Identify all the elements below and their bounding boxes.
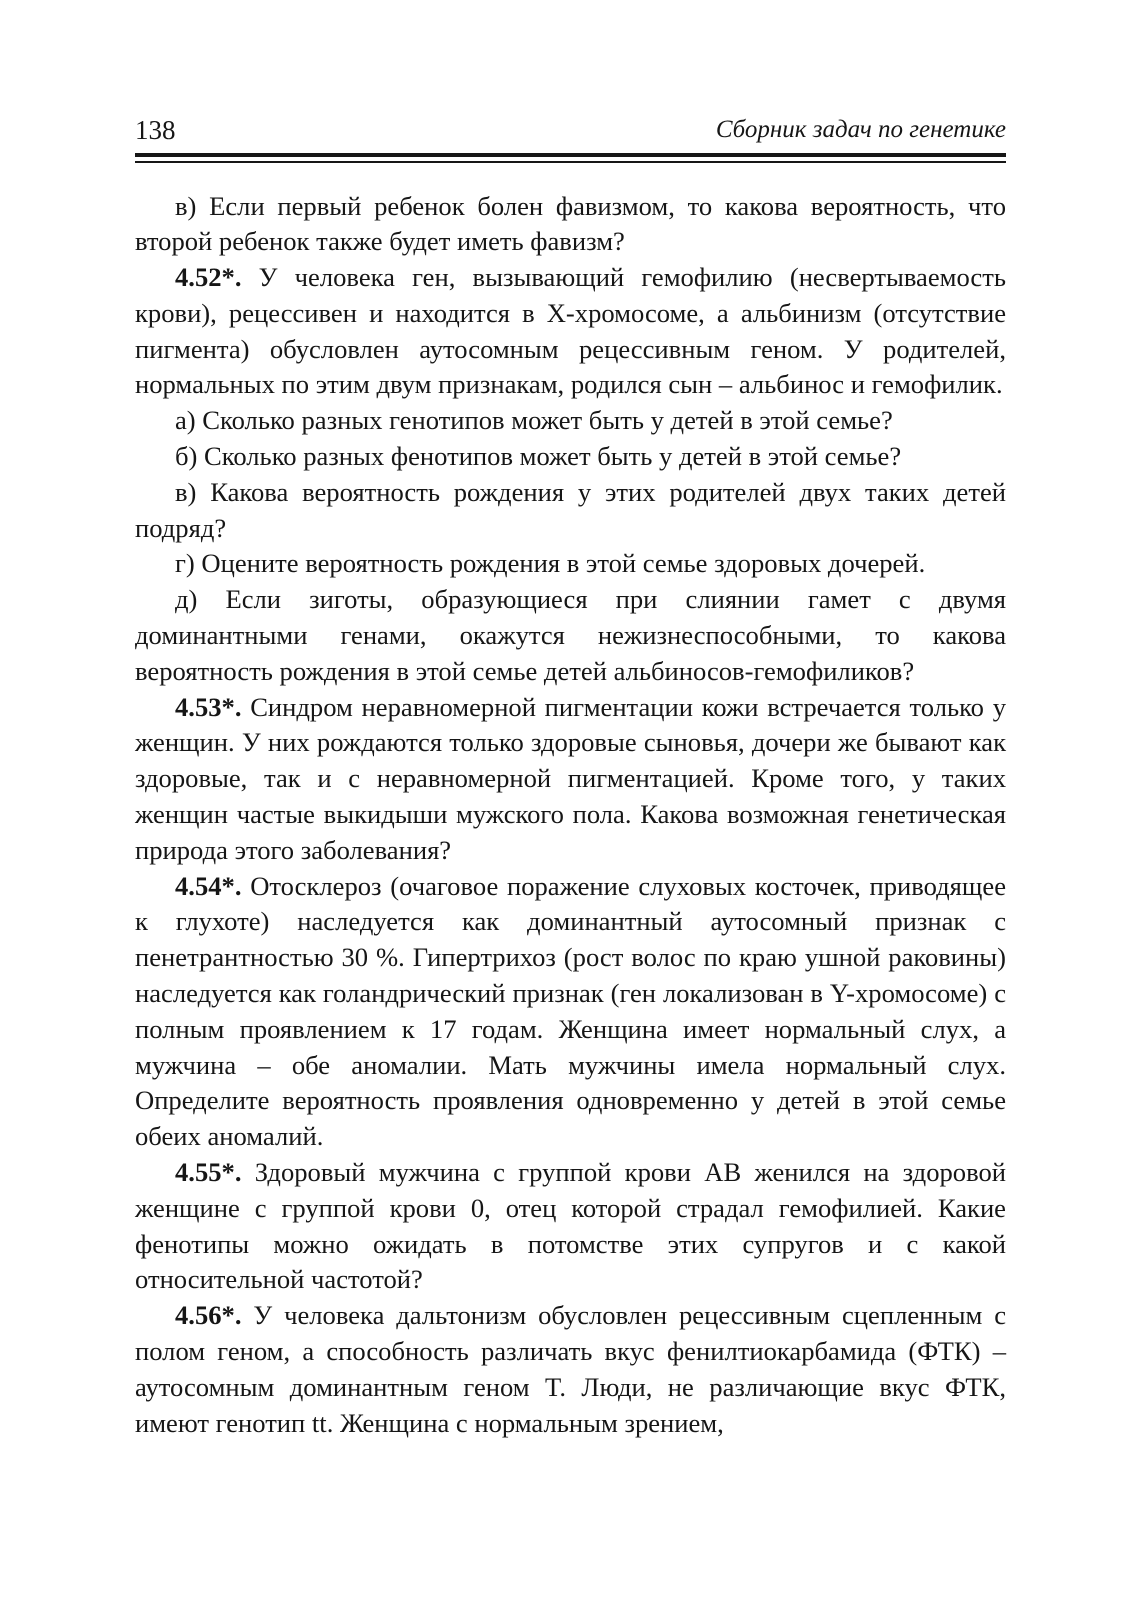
paragraph-text: в) Если первый ребенок болен фавизмом, то какова вероятность, что второй ребенок также будет иметь фавизм? [135,190,1006,257]
paragraph-text: Отосклероз (очаговое поражение слуховых косточек, приводящее к глухоте) наследуется как доминантный аутосомный признак с пенетрантностью 30 %. Гипертрихоз (рост волос по краю ушной раковины) наследуется как голандрический признак (ген локализован в Y-хромосоме) с полным проявлением к 17 годам. Женщина имеет нормальный слух, а мужчина – обе аномалии. Мать мужчины имела нормальный слух. Определите вероятность проявления одновременно у детей в этой семье обеих аномалий. [135,870,1006,1152]
paragraph-text: в) Какова вероятность рождения у этих родителей двух таких детей подряд? [135,476,1006,543]
paragraph [135,546,1006,582]
paragraph [135,439,1006,475]
problem-number: 4.54*. [175,870,242,901]
paragraph [135,690,1006,869]
paragraph [135,403,1006,439]
page-header [135,112,1006,152]
paragraph-text: г) Оцените вероятность рождения в этой семье здоровых дочерей. [175,548,926,579]
paragraph-text: б) Сколько разных фенотипов может быть у детей в этой семье? [175,441,902,472]
paragraph-text: д) Если зиготы, образующиеся при слиянии гамет с двумя доминантными генами, окажутся нежизнеспособными, то какова вероятность рождения в этой семье детей альбиносов-гемофиликов? [135,584,1006,686]
problem-number: 4.56*. [175,1300,242,1331]
paragraph [135,475,1006,547]
paragraph-text: У человека ген, вызывающий гемофилию (несвертываемость крови), рецессивен и находится в X-хромосоме, а альбинизм (отсутствие пигмента) обусловлен аутосомным рецессивным геном. У родителей, нормальных по этим двум признакам, родился сын – альбинос и гемофилик. [135,262,1006,400]
running-title: Сборник задач по генетике [715,116,1006,143]
problem-number: 4.52*. [175,262,242,293]
paragraph-text: Здоровый мужчина с группой крови АВ женился на здоровой женщине с группой крови 0, отец которой страдал гемофилией. Какие фенотипы можно ожидать в потомстве этих супругов и с какой относительной частотой? [135,1157,1006,1295]
paragraph [135,582,1006,689]
paragraph [135,1155,1006,1298]
paragraph-text: У человека дальтонизм обусловлен рецессивным сцепленным с полом геном, а способность различать вкус фенилтиокарбамида (ФТК) – аутосомным доминантным геном T. Люди, не различающие вкус ФТК, имеют генотип tt. Женщина с нормальным зрением, [135,1300,1006,1438]
paragraph [135,260,1006,403]
problem-number: 4.55*. [175,1157,242,1188]
book-page [135,112,1006,1572]
page-body [135,189,1006,1442]
header-rule-thin [135,161,1006,163]
paragraph [135,189,1006,261]
header-rule-thick [135,153,1006,157]
page-number: 138 [135,115,176,145]
paragraph-text: а) Сколько разных генотипов может быть у детей в этой семье? [175,405,893,436]
paragraph [135,869,1006,1155]
paragraph-text: Синдром неравномерной пигментации кожи встречается только у женщин. У них рождаются только здоровые сыновья, дочери же бывают как здоровые, так и с неравномерной пигментацией. Кроме того, у таких женщин частые выкидыши мужского пола. Какова возможная генетическая природа этого заболевания? [135,691,1006,865]
problem-number: 4.53*. [175,691,242,722]
paragraph [135,1298,1006,1441]
